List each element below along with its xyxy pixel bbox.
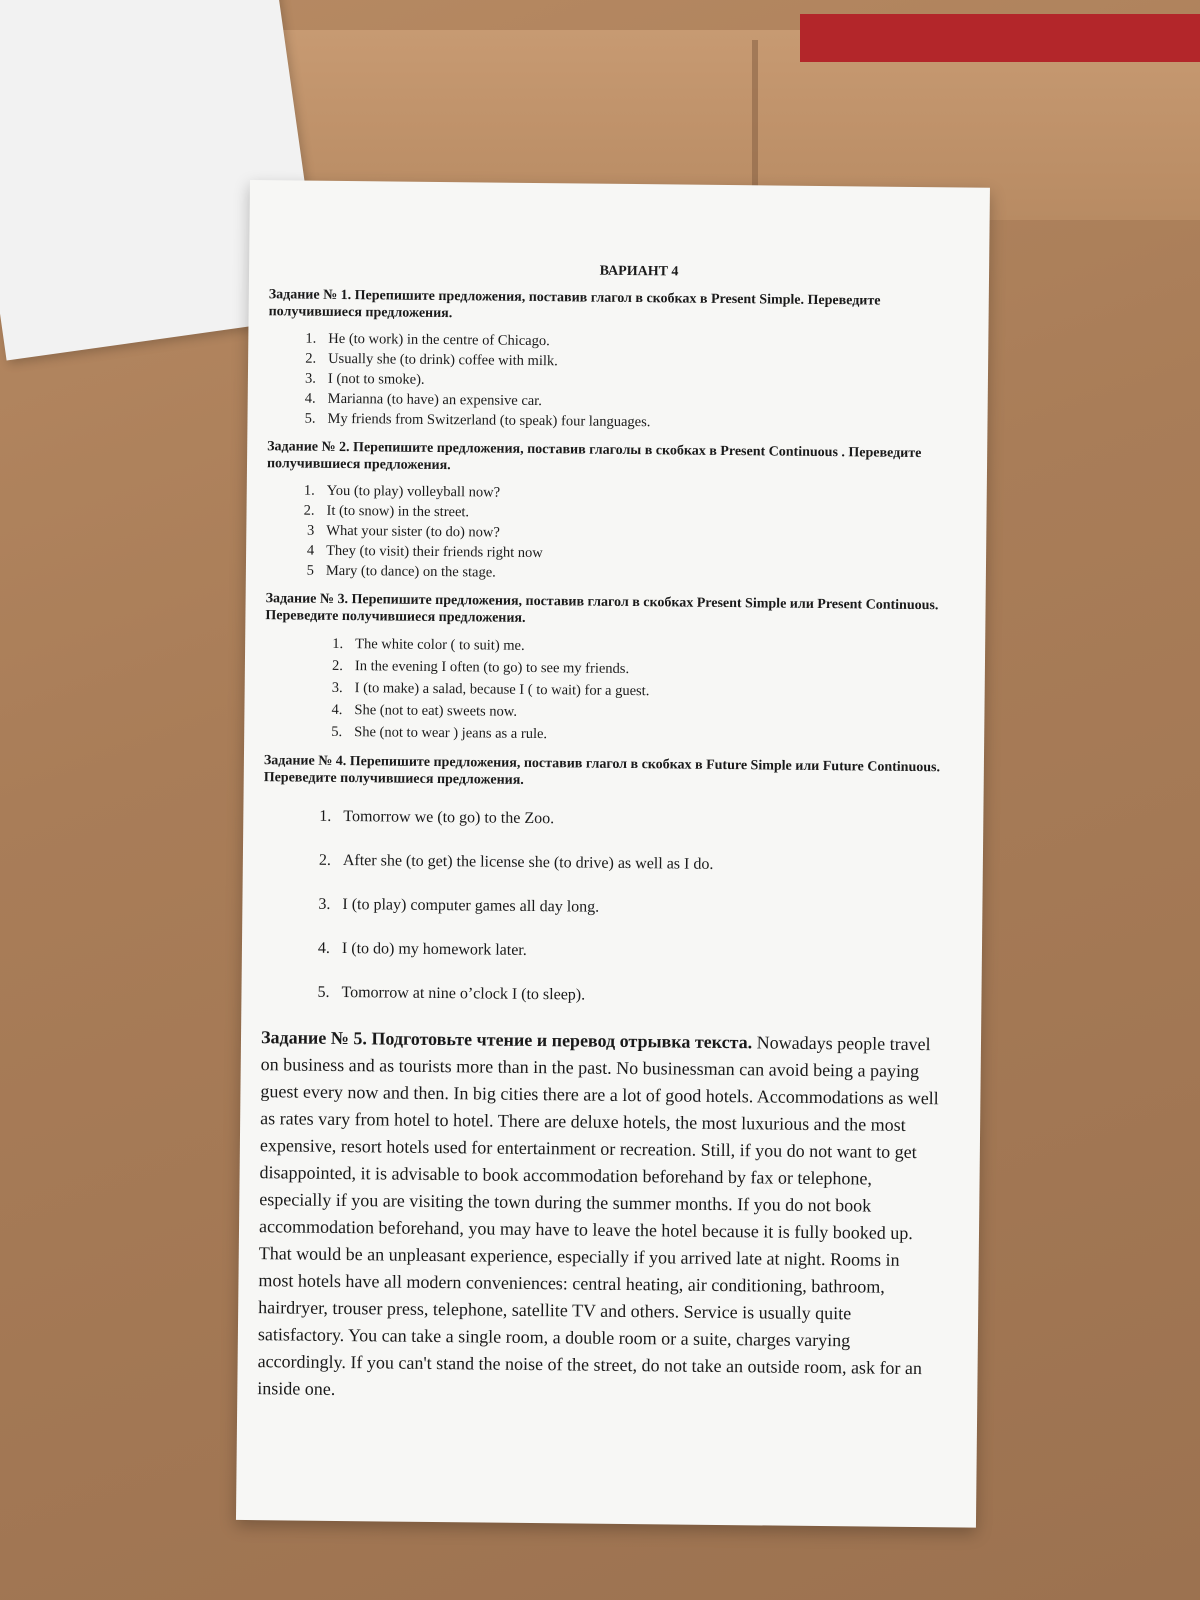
item-number: 1. — [303, 482, 315, 499]
item-text: It (to snow) in the street. — [326, 502, 470, 521]
item-number: 4. — [331, 701, 343, 718]
item-text: Mary (to dance) on the stage. — [325, 562, 496, 581]
item-text: In the evening I often (to go) to see my friends. — [354, 658, 630, 677]
task-5-title: Задание № 5. Подготовьте чтение и перевод отрывка текста. — [260, 1027, 753, 1053]
variant-heading: ВАРИАНТ 4 — [599, 263, 679, 280]
item-number: 2. — [305, 350, 317, 367]
item-number: 2. — [318, 851, 331, 869]
item-text: What your sister (to do) now? — [326, 522, 500, 541]
item-number: 5. — [331, 723, 343, 740]
task-1-title: Задание № 1. Перепишите предложения, поставив глагол в скобках в Present Simple. Переведите получившиеся предложения. — [268, 287, 881, 322]
item-text: I (to make) a salad, because I ( to wait) for a guest. — [354, 680, 650, 700]
item-text: She (not to eat) sweets now. — [354, 702, 518, 720]
list-item — [302, 883, 952, 934]
worksheet-content — [237, 260, 989, 1410]
item-number: 5. — [304, 410, 316, 427]
item-number: 5. — [317, 983, 330, 1001]
task-2-title: Задание № 2. Перепишите предложения, поставив глаголы в скобках в Present Continuous . Переведите получившиеся предложения. — [266, 439, 922, 474]
item-number: 1. — [319, 807, 332, 825]
item-text: Marianna (to have) an expensive car. — [327, 390, 542, 410]
item-text: The white color ( to suit) me. — [355, 636, 525, 654]
worksheet-page — [236, 180, 990, 1528]
red-folder — [800, 14, 1200, 62]
item-text: I (to do) my homework later. — [341, 940, 527, 959]
item-text: Tomorrow we (to go) to the Zoo. — [343, 808, 555, 828]
list-item — [301, 971, 951, 1022]
item-text: She (not to wear ) jeans as a rule. — [354, 724, 548, 743]
task-4 — [261, 752, 954, 1021]
task-3-title: Задание № 3. Перепишите предложения, поставив глагол в скобках Present Simple или Present Continuous. Переведите получившиеся предложения. — [265, 591, 939, 626]
list-item — [302, 927, 952, 978]
item-text: I (to play) computer games all day long. — [342, 896, 600, 916]
task-5-body: Nowadays people travel on business and as tourists more than in the past. No businessman can avoid being a paying guest every now and then. In big cities there are a lot of good hotels. Accommodations as well as rates vary from hotel to hotel. There are deluxe hotels, the most luxurious and the most expensive, resort hotels used for entertainment or recreation. Still, if you do not want to get disappointed, it is advisable to book accommodation beforehand by fax or telephone, especially if you are visiting the town during the summer months. If you do not book accommodation beforehand, you may have to leave the hotel because it is fully booked up. That would be an unpleasant experience, especially if you arrived late at night. Rooms in most hotels have all modern conveniences: central heating, air conditioning, bathroom, hairdryer, trouser press, telephone, satellite TV and others. Service is usually quite satisfactory. You can take a single room, a double room or a suite, charges varying accordingly. If you can't stand the noise of the street, do not take an outside room, ask for an inside one. — [257, 1032, 939, 1399]
item-number: 4 — [306, 542, 315, 559]
item-number: 3. — [304, 370, 317, 387]
item-text: I (not to smoke). — [327, 370, 425, 388]
task-4-list — [301, 795, 953, 1022]
task-3-list — [314, 633, 955, 750]
item-text: After she (to get) the license she (to drive) as well as I do. — [342, 852, 714, 873]
item-number: 4. — [304, 390, 316, 407]
task-1 — [267, 286, 958, 435]
item-number: 1. — [305, 330, 317, 347]
item-text: My friends from Switzerland (to speak) four languages. — [327, 410, 651, 431]
item-text: Tomorrow at nine o’clock I (to sleep). — [341, 984, 586, 1004]
task-2 — [266, 438, 957, 587]
item-number: 2. — [303, 502, 315, 519]
task-3 — [264, 590, 956, 749]
list-item — [303, 839, 953, 890]
item-number: 3. — [318, 895, 331, 913]
item-number: 2. — [331, 657, 343, 674]
task-5 — [257, 1024, 941, 1409]
item-text: He (to work) in the centre of Chicago. — [328, 330, 550, 350]
item-number: 3. — [331, 679, 343, 696]
item-number: 5 — [306, 562, 314, 579]
item-number: 4. — [317, 939, 331, 957]
item-text: You (to play) volleyball now? — [326, 482, 501, 501]
list-item — [303, 795, 953, 846]
task-4-title: Задание № 4. Перепишите предложения, поставив глагол в скобках в Future Simple или Future Continuous. Переведите получившиеся предложения. — [263, 753, 941, 788]
item-number: 3 — [306, 522, 315, 539]
item-text: Usually she (to drink) coffee with milk. — [328, 350, 558, 370]
item-text: They (to visit) their friends right now — [326, 542, 543, 562]
item-number: 1. — [332, 635, 344, 653]
task-2-list — [286, 480, 957, 587]
task-1-list — [287, 328, 958, 435]
